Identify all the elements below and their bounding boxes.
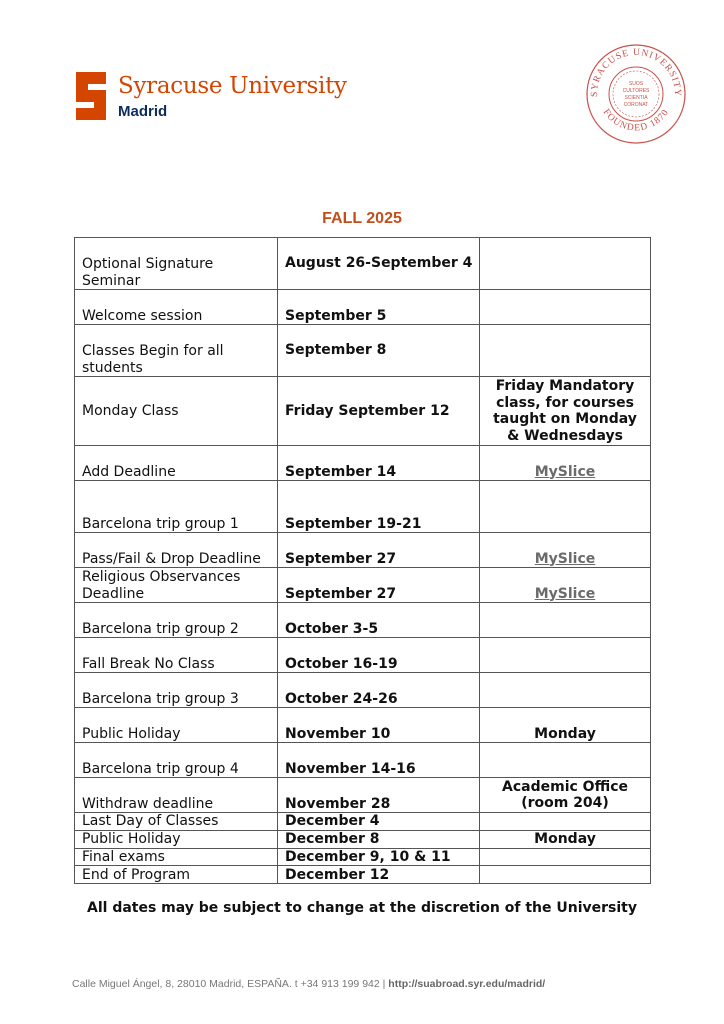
table-row [75,778,651,813]
date-cell: September 5 [278,290,480,325]
calendar-table [74,237,651,884]
event-cell: Public Holiday [75,708,278,743]
table-row [75,813,651,831]
event-cell: Welcome session [75,290,278,325]
date-cell: December 12 [278,866,480,884]
date-cell: September 27 [278,568,480,603]
event-cell: Barcelona trip group 2 [75,603,278,638]
note-cell [480,325,651,377]
date-cell: December 4 [278,813,480,831]
seal-top-text: SYRACUSE UNIVERSITY [589,47,683,98]
date-cell: September 8 [278,325,480,377]
event-cell: Fall Break No Class [75,638,278,673]
event-cell: Final exams [75,848,278,866]
page-footer [72,978,545,990]
table-row [75,638,651,673]
note-cell [480,290,651,325]
document-title: FALL 2025 [322,210,402,227]
note-cell [480,238,651,290]
seal-motto-4: CORONAT [623,102,649,108]
table-row [75,830,651,848]
university-name: Syracuse University [118,72,347,99]
note-cell [480,638,651,673]
date-cell: September 14 [278,446,480,481]
date-cell: December 9, 10 & 11 [278,848,480,866]
note-cell: Academic Office (room 204) [480,778,651,813]
event-cell: Religious Observances Deadline [75,568,278,603]
date-cell: November 14-16 [278,743,480,778]
campus-name: Madrid [118,102,168,120]
syracuse-s-block-icon [72,70,110,122]
date-cell: October 24-26 [278,673,480,708]
table-row [75,708,651,743]
table-row [75,377,651,446]
myslice-link[interactable]: MySlice [534,550,596,567]
date-cell: December 8 [278,830,480,848]
myslice-link[interactable]: MySlice [534,585,596,602]
table-row [75,481,651,533]
note-cell [480,481,651,533]
seal-motto-2: CULTORES [622,88,650,94]
event-cell: Classes Begin for all students [75,325,278,377]
table-row [75,238,651,290]
note-cell: Friday Mandatory class, for courses taught on Monday & Wednesdays [480,377,651,446]
date-cell: Friday September 12 [278,377,480,446]
table-row [75,533,651,568]
event-cell: Barcelona trip group 1 [75,481,278,533]
note-cell: Monday [480,830,651,848]
date-cell: November 28 [278,778,480,813]
footer-address: Calle Miguel Ángel, 8, 28010 Madrid, ESPAÑA. t +34 913 199 942 | [72,978,386,990]
note-cell: Monday [480,708,651,743]
event-cell: Last Day of Classes [75,813,278,831]
event-cell: Pass/Fail & Drop Deadline [75,533,278,568]
table-row [75,325,651,377]
seal-motto-1: SUOS [628,81,644,87]
disclaimer-note: All dates may be subject to change at the discretion of the University [87,900,637,916]
date-cell: October 3-5 [278,603,480,638]
event-cell: Add Deadline [75,446,278,481]
note-cell [480,848,651,866]
date-cell: September 19-21 [278,481,480,533]
note-cell [480,673,651,708]
footer-url-link[interactable]: http://suabroad.syr.edu/madrid/ [388,978,546,990]
event-cell: Barcelona trip group 3 [75,673,278,708]
event-cell: Withdraw deadline [75,778,278,813]
myslice-link[interactable]: MySlice [534,463,596,480]
seal-bottom-text: FOUNDED 1870 [600,107,672,134]
date-cell: September 27 [278,533,480,568]
table-row [75,743,651,778]
date-cell: October 16-19 [278,638,480,673]
event-cell: Monday Class [75,377,278,446]
note-cell [480,866,651,884]
table-row [75,568,651,603]
event-cell: Optional Signature Seminar [75,238,278,290]
date-cell: August 26-September 4 [278,238,480,290]
event-cell: Public Holiday [75,830,278,848]
date-cell: November 10 [278,708,480,743]
table-row [75,866,651,884]
event-cell: End of Program [75,866,278,884]
university-logo [72,70,347,122]
event-cell: Barcelona trip group 4 [75,743,278,778]
university-seal-icon [585,43,687,145]
table-row [75,290,651,325]
note-cell [480,603,651,638]
note-cell [480,813,651,831]
table-row [75,673,651,708]
table-row [75,446,651,481]
table-row [75,603,651,638]
seal-motto-3: SCIENTIA [624,95,648,101]
table-row [75,848,651,866]
note-cell [480,743,651,778]
